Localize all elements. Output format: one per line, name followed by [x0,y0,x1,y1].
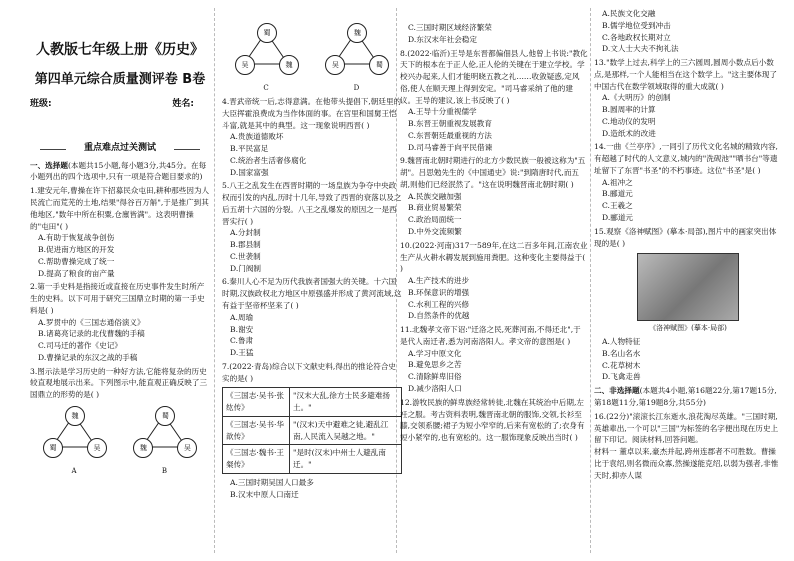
option: C.三国时期区域经济繁荣 [408,23,492,32]
option: D.东汉末年社会稳定 [408,34,477,44]
option: B.东晋王朝重视发展教育 [408,119,492,129]
question-15 [594,226,782,383]
name-label: 姓名: [172,98,194,109]
option: D.文人士大夫不拘礼法 [602,44,679,54]
node-right: 魏 [279,55,299,75]
option: D.飞禽走兽 [602,372,641,382]
option: A.三国时期吴国人口最多 [230,477,314,487]
option: D.造纸术的改进 [602,128,656,138]
option: A.民族交融加强 [408,191,462,201]
option: C.帮助曹操完成了统一 [38,256,115,266]
option: B.商业贸易繁荣 [408,203,462,213]
part1-intro [30,160,210,184]
diagram-label: A [71,467,77,476]
question-stem: 13."数学上过去,科学上的三六圆周,圆周小数点后小数点,是那样,一个人能相当在这个数学上。"这主要体现了中国古代在数学领域取得的重大成就( ) [594,58,777,91]
option: C.清除鲜卑旧俗 [408,372,462,382]
node-left: 吴 [235,55,255,75]
option: C.各地政权长期对立 [602,32,671,42]
option: C.东晋朝廷最重视的方法 [408,130,492,140]
option: A.《大明历》的创制 [602,93,671,103]
node-left: 蜀 [43,438,63,458]
node-left: 吴 [325,55,345,75]
question-stem: 16.(22分)"滚滚长江东逝水,浪花淘尽英雄。"三国时期,英雄辈出,一个可以"三国"为标签的名字便出现在历史上留下印记。阅读材料,回答问题。 [594,411,779,445]
option: B.郡县制 [230,240,261,250]
option: B.名山名水 [602,348,641,358]
source-text: "汉末大乱,徐方士民多避难扬土。" [293,391,391,413]
triangle-diagrams-ab [30,401,210,476]
option: D.门阀制 [230,263,262,273]
question-7 [222,361,402,501]
option: B.郦道元 [602,189,633,199]
option: C.统治者生活奢侈腐化 [230,155,307,165]
column-divider [590,8,591,553]
question-stem: 12.游牧民族的鲜卑族经常转徙,北魏在其统治中后期,左衽之服。考古资料表明,魏晋南北朝的服饰,交领,长衫至膝,交领系腰;裙子为短小窄窄的,后来有宽松的了;衣身有短小紧窄的,也有宽松的。这一服饰现象反映出当时( ) [400,397,585,443]
material-text: 材料一 董卓以来,豪杰并起,跨州连郡者不可胜数。曹操比于袁绍,则名微而众寡,然操遂能克绍,以弱为强者,非惟天时,抑亦人谋 [594,447,779,480]
question-11 [400,324,588,395]
question-8 [400,48,588,154]
option: A.生产技术的进步 [408,276,470,286]
option: A.周瑜 [230,312,254,322]
triangle-diagrams-cd [222,18,402,93]
question-stem: 8.(2022·临沂)王导是东晋都偏佃县人,他曾上书说:"教化天下的根本在于正人伦,正人伦的关键在于建立学校。学校兴办起来,人们才能明晓五教之礼……收敛疑惑,定风俗,使人在顺天理上得到安定。"司马睿采纳了他的建议。王导的建议,该上书反映了( ) [400,48,588,105]
diagram-label: C [263,84,269,93]
part1-desc: (本题共15小题,每小题3分,共45分。在每小题列出的四个选项中,只有一项是符合题目要求的) [30,160,207,182]
option: A.有助于恢复战争创伤 [38,233,115,243]
option: B.汉末中原人口南迁 [230,489,299,499]
option: C.地动仪的发明 [602,116,656,126]
column-3 [400,0,588,561]
option: D.自然条件的优越 [408,311,470,321]
question-12-options [594,8,782,55]
question-stem: 4.晋武帝统一后,志得意满。在他带头提倡下,朝廷里的大臣挥霍浪费成为当作体面的事。在宫里和国舅王恺斗富,就是其中的典型。这一现象说明西晋( ) [222,97,402,130]
triangle-diagram-d [322,22,390,93]
option: D.提高了粮食的亩产量 [38,268,115,278]
question-5 [222,180,402,274]
figure-caption: 《洛神赋图》(摹本·局部) [649,324,727,333]
question-14 [594,141,782,223]
option: C.王羲之 [602,201,633,211]
question-16 [594,411,782,482]
question-stem: 6.秦川人心不足为历代我族者国强大的关键。十六国时期,汉族政权北方地区中原强盛并形成了黄河流域,这有益于坚帝杯坚来了( ) [222,277,402,311]
question-stem: 7.(2022·青岛)综合以下文献史料,得出的推论符合史实的是( ) [222,361,397,383]
option: B.儒学地位受到冲击 [602,20,671,30]
option: C.政治局面统一 [408,215,462,225]
option: C.司马迁的著作《史记》 [38,341,122,351]
source-row [223,445,401,473]
option: A.民族文化交融 [602,9,656,18]
painting-image [637,253,739,321]
column-2 [222,0,402,561]
part1-heading: 一、选择题 [30,160,68,170]
node-top: 魏 [347,23,367,43]
class-label: 班级: [30,98,52,109]
node-right: 吴 [177,438,197,458]
source-title: 《三国志·魏书·王粲传》 [223,445,290,473]
part2-heading: 二、非选择题 [594,386,640,396]
question-2 [30,281,210,363]
question-3 [30,366,210,476]
section-banner: 重点难点过关测试 [30,142,210,156]
question-13 [594,57,782,139]
question-stem: 14.一曲《兰亭序》,一同引了历代文化名城的精致内容,有超越了时代的人文意义,城内的"洗砚池""晒书台"等遗址留下了东晋"书圣"的不朽事迹。这位"书圣"是( ) [594,142,778,175]
source-row [223,388,401,417]
source-table [222,387,402,474]
option: D.减少洛阳人口 [408,383,462,393]
option: A.贵族道德败坏 [230,132,284,142]
node-right: 吴 [87,438,107,458]
exam-title: 人教版七年级上册《历史》 [36,42,204,58]
source-row [223,417,401,446]
option: C.世袭制 [230,251,261,261]
question-stem: 3.图示法是学习历史的一种好方法,它能将复杂的历史较直观地展示出来。下列图示中,能直观正确反映了三国鼎立的形势的是( ) [30,366,208,400]
option: B.谢安 [230,324,254,334]
node-top: 魏 [65,406,85,426]
triangle-diagram-c [232,22,300,93]
part2-desc: (本题共4小题,第16题22分,第17题15分,第18题11分,第19题8分,共55分) [594,386,777,407]
column-1 [30,0,210,561]
exam-subtitle: 第四单元综合质量测评卷 B卷 [34,71,206,87]
question-10 [400,240,588,322]
node-left: 魏 [133,438,153,458]
option: D.王猛 [230,348,254,358]
question-12 [400,397,588,444]
option: B.诸葛亮记录的北伐曹魏的手稿 [38,329,145,339]
option: A.学习中原文化 [408,348,462,358]
question-stem: 15.观察《洛神赋图》(摹本·局部),图片中的画家突出体现的是( ) [594,226,777,248]
option: A.祖冲之 [602,177,633,187]
question-stem: 10.(2022·河南)317一589年,在这二百多年间,江南农业生产从火耕水耨发展到施用粪肥。这种变化主要得益于( ) [400,240,588,274]
option: B.圆周率的计算 [602,105,656,115]
question-1 [30,185,210,279]
column-4 [594,0,782,561]
option: C.水利工程的兴修 [408,299,470,309]
option: A.分封制 [230,228,261,238]
diagram-label: D [353,84,360,93]
question-stem: 2.第一手史料是指接近或直接在历史事件发生时所产生的史料。以下可用于研究三国鼎立时期的第一手史料是( ) [30,282,205,315]
source-text: "是时(汉末)中州士人避乱南迁。" [293,448,386,470]
node-top: 蜀 [257,23,277,43]
option: D.中外交流频繁 [408,227,462,237]
question-stem: 9.魏晋南北朝时期进行的北方少数民族一般被这称为"五胡"。吕思勉先生的《中国通史》说:"到隋唐时代,而五胡,则他们已经泯然了。"这在说明魏晋南北朝时期( ) [400,156,586,189]
question-stem: 11.北魏孝文帝下诏:"迁洛之民,死葬河南,不得还北",于是代人南迁者,悉为河南洛阳人。孝文帝的意图是( ) [400,325,581,346]
option: B.环保意识的增强 [408,287,470,297]
column-divider [214,8,215,553]
question-7-continued [400,22,588,46]
question-stem: 1.建安元年,曹操在许下招募民众屯田,耕种那些因为人民流亡而荒芜的土地,结果"得谷百万斛",于是推广到其他地区,"数年中所在积粟,仓廪皆满"。这表明曹操的"屯田"( ) [30,186,210,231]
option: D.郦道元 [602,213,634,223]
option: B.平民富足 [230,144,269,154]
option: A.人物特征 [602,337,641,347]
triangle-diagram-a [40,405,108,476]
option: D.国家富强 [230,167,269,177]
source-text: "(汉末)天中避难之徒,避乱江南,人民流入吴越之地。" [293,419,389,441]
source-title: 《三国志·吴书·张纮传》 [223,388,290,416]
option: B.避免思乡之苦 [408,360,462,370]
option: D.司马睿善于向平民借谏 [408,142,493,152]
source-title: 《三国志·吴书·华歆传》 [223,417,290,445]
triangle-diagram-b [130,405,198,476]
node-top: 蜀 [155,406,175,426]
question-6 [222,276,402,358]
node-right: 蜀 [369,55,389,75]
option: A.罗贯中的《三国志通俗演义》 [38,317,145,327]
part2-intro [594,385,782,409]
question-9 [400,155,588,237]
option: A.王导十分重视儒学 [408,107,477,117]
question-4 [222,96,402,178]
name-row [30,98,194,112]
option: C.鲁肃 [230,336,254,346]
option: D.曹操记录的东汉之战的手稿 [38,352,138,362]
option: B.促进南方地区的开发 [38,245,115,255]
diagram-label: B [161,467,167,476]
question-stem: 5.八王之乱发生在西晋时期的一场皇族为争夺中央政权而引发的内乱,历时十几年,导致了西晋的衰落以及之后五胡十六国的分裂。八王之乱爆发的原因之一是西晋实行( ) [222,181,402,226]
option: C.花草树木 [602,360,641,370]
